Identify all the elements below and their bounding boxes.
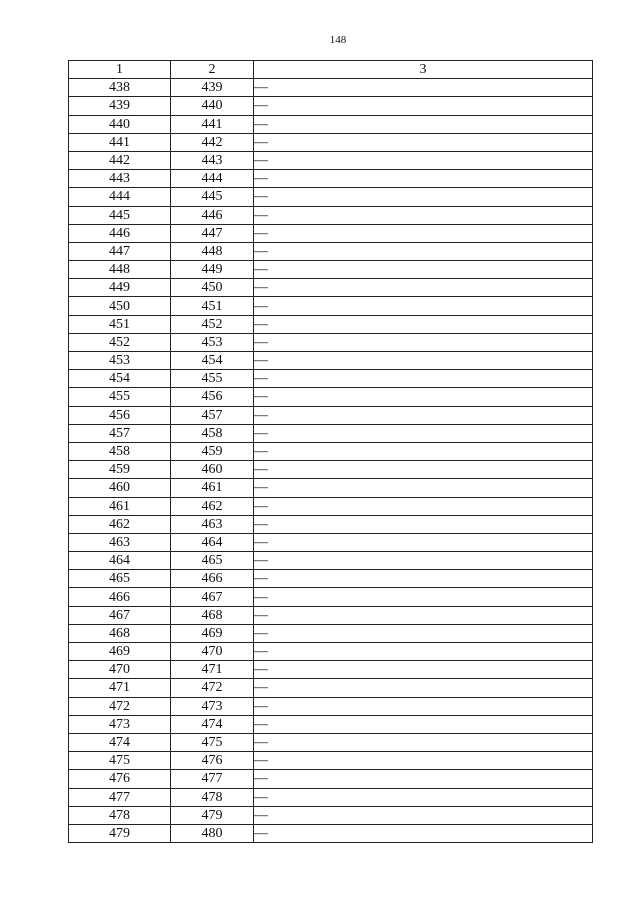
table-cell-col-1: 444 [69, 188, 171, 206]
table-cell-col-3: — [254, 497, 593, 515]
table-cell-col-1: 478 [69, 806, 171, 824]
table-header-row [69, 61, 593, 79]
table-cell-col-2: 441 [171, 115, 254, 133]
table-cell-col-1: 471 [69, 679, 171, 697]
table-cell-col-3: — [254, 643, 593, 661]
table-cell-col-3: — [254, 806, 593, 824]
table-row [69, 424, 593, 442]
table-cell-col-2: 467 [171, 588, 254, 606]
table-row [69, 643, 593, 661]
data-table [68, 60, 593, 843]
table-cell-col-2: 452 [171, 315, 254, 333]
table-cell-col-3: — [254, 388, 593, 406]
table-row [69, 333, 593, 351]
table-cell-col-2: 479 [171, 806, 254, 824]
table-cell-col-1: 463 [69, 533, 171, 551]
table-cell-col-3: — [254, 697, 593, 715]
table-cell-col-3: — [254, 297, 593, 315]
table-cell-col-2: 475 [171, 733, 254, 751]
table-cell-col-2: 447 [171, 224, 254, 242]
table-cell-col-1: 459 [69, 461, 171, 479]
table-row [69, 133, 593, 151]
table-row [69, 552, 593, 570]
table-cell-col-2: 456 [171, 388, 254, 406]
table-cell-col-2: 476 [171, 752, 254, 770]
table-cell-col-2: 440 [171, 97, 254, 115]
table-row [69, 442, 593, 460]
table-cell-col-3: — [254, 715, 593, 733]
table-row [69, 479, 593, 497]
table-cell-col-1: 473 [69, 715, 171, 733]
table-cell-col-1: 454 [69, 370, 171, 388]
table-cell-col-2: 446 [171, 206, 254, 224]
table-cell-col-1: 474 [69, 733, 171, 751]
table-cell-col-3: — [254, 588, 593, 606]
table-cell-col-1: 441 [69, 133, 171, 151]
table-row [69, 788, 593, 806]
table-cell-col-1: 467 [69, 606, 171, 624]
table-cell-col-3: — [254, 170, 593, 188]
table-cell-col-3: — [254, 406, 593, 424]
table-row [69, 715, 593, 733]
table-cell-col-2: 462 [171, 497, 254, 515]
table-cell-col-1: 461 [69, 497, 171, 515]
table-row [69, 606, 593, 624]
table-cell-col-2: 470 [171, 643, 254, 661]
table-cell-col-1: 460 [69, 479, 171, 497]
table-cell-col-2: 460 [171, 461, 254, 479]
table-cell-col-3: — [254, 352, 593, 370]
table-row [69, 806, 593, 824]
table-row [69, 279, 593, 297]
table-row [69, 533, 593, 551]
table-cell-col-1: 458 [69, 442, 171, 460]
table-cell-col-3: — [254, 115, 593, 133]
table-cell-col-2: 443 [171, 151, 254, 169]
table-cell-col-3: — [254, 533, 593, 551]
table-cell-col-1: 477 [69, 788, 171, 806]
table-cell-col-1: 472 [69, 697, 171, 715]
table-cell-col-3: — [254, 224, 593, 242]
table-cell-col-1: 475 [69, 752, 171, 770]
table-cell-col-1: 446 [69, 224, 171, 242]
table-cell-col-3: — [254, 79, 593, 97]
table-row [69, 497, 593, 515]
table-cell-col-2: 472 [171, 679, 254, 697]
column-header-2: 2 [171, 61, 254, 79]
table-cell-col-3: — [254, 97, 593, 115]
table-cell-col-2: 461 [171, 479, 254, 497]
table-cell-col-2: 464 [171, 533, 254, 551]
table-cell-col-2: 455 [171, 370, 254, 388]
table-cell-col-1: 455 [69, 388, 171, 406]
table-row [69, 824, 593, 842]
table-cell-col-2: 465 [171, 552, 254, 570]
table-body [69, 79, 593, 843]
table-cell-col-1: 479 [69, 824, 171, 842]
table-cell-col-2: 471 [171, 661, 254, 679]
table-cell-col-3: — [254, 261, 593, 279]
table-cell-col-1: 470 [69, 661, 171, 679]
table-cell-col-3: — [254, 824, 593, 842]
table-cell-col-2: 453 [171, 333, 254, 351]
table-cell-col-3: — [254, 679, 593, 697]
table-cell-col-2: 474 [171, 715, 254, 733]
table-cell-col-3: — [254, 570, 593, 588]
table-row [69, 661, 593, 679]
table-row [69, 388, 593, 406]
table-cell-col-2: 480 [171, 824, 254, 842]
table-cell-col-1: 457 [69, 424, 171, 442]
table-row [69, 370, 593, 388]
table-row [69, 242, 593, 260]
table-cell-col-2: 451 [171, 297, 254, 315]
table-cell-col-1: 468 [69, 624, 171, 642]
table-row [69, 461, 593, 479]
table-cell-col-3: — [254, 206, 593, 224]
table-cell-col-2: 439 [171, 79, 254, 97]
table-row [69, 752, 593, 770]
table-cell-col-2: 457 [171, 406, 254, 424]
table-cell-col-2: 466 [171, 570, 254, 588]
column-header-3: 3 [254, 61, 593, 79]
table-cell-col-2: 463 [171, 515, 254, 533]
table-cell-col-1: 469 [69, 643, 171, 661]
table-cell-col-2: 454 [171, 352, 254, 370]
table-cell-col-1: 462 [69, 515, 171, 533]
table-cell-col-2: 459 [171, 442, 254, 460]
table-row [69, 697, 593, 715]
table-cell-col-3: — [254, 788, 593, 806]
table-cell-col-3: — [254, 315, 593, 333]
table-cell-col-1: 448 [69, 261, 171, 279]
table-cell-col-1: 442 [69, 151, 171, 169]
table-cell-col-1: 439 [69, 97, 171, 115]
table-row [69, 224, 593, 242]
table-row [69, 406, 593, 424]
table-cell-col-3: — [254, 661, 593, 679]
table-cell-col-2: 448 [171, 242, 254, 260]
table-cell-col-2: 469 [171, 624, 254, 642]
table-cell-col-3: — [254, 151, 593, 169]
table-cell-col-1: 466 [69, 588, 171, 606]
table-cell-col-3: — [254, 442, 593, 460]
table-row [69, 352, 593, 370]
table-row [69, 515, 593, 533]
table-cell-col-3: — [254, 624, 593, 642]
table-cell-col-3: — [254, 733, 593, 751]
table-row [69, 770, 593, 788]
table-cell-col-1: 447 [69, 242, 171, 260]
table-cell-col-1: 464 [69, 552, 171, 570]
table-cell-col-1: 465 [69, 570, 171, 588]
table-cell-col-1: 452 [69, 333, 171, 351]
table-cell-col-1: 456 [69, 406, 171, 424]
table-cell-col-3: — [254, 424, 593, 442]
table-row [69, 624, 593, 642]
table-cell-col-3: — [254, 606, 593, 624]
column-header-1: 1 [69, 61, 171, 79]
table-row [69, 206, 593, 224]
table-cell-col-3: — [254, 752, 593, 770]
table-cell-col-2: 445 [171, 188, 254, 206]
table-cell-col-2: 442 [171, 133, 254, 151]
table-cell-col-2: 444 [171, 170, 254, 188]
table-cell-col-1: 443 [69, 170, 171, 188]
table-cell-col-2: 449 [171, 261, 254, 279]
table-row [69, 97, 593, 115]
table-row [69, 297, 593, 315]
table-cell-col-2: 477 [171, 770, 254, 788]
table-cell-col-2: 478 [171, 788, 254, 806]
table-cell-col-1: 440 [69, 115, 171, 133]
table-cell-col-1: 453 [69, 352, 171, 370]
table-cell-col-1: 449 [69, 279, 171, 297]
table-row [69, 570, 593, 588]
table-row [69, 115, 593, 133]
table-cell-col-1: 451 [69, 315, 171, 333]
table-cell-col-3: — [254, 188, 593, 206]
table-row [69, 679, 593, 697]
table-row [69, 588, 593, 606]
table-cell-col-2: 458 [171, 424, 254, 442]
table-cell-col-3: — [254, 461, 593, 479]
table-cell-col-3: — [254, 479, 593, 497]
table-row [69, 151, 593, 169]
table-cell-col-3: — [254, 770, 593, 788]
table-cell-col-1: 445 [69, 206, 171, 224]
table-row [69, 79, 593, 97]
table-cell-col-3: — [254, 133, 593, 151]
page-number: 148 [329, 34, 347, 46]
table-cell-col-2: 468 [171, 606, 254, 624]
table-cell-col-3: — [254, 552, 593, 570]
table-cell-col-3: — [254, 333, 593, 351]
table-row [69, 315, 593, 333]
table-cell-col-1: 450 [69, 297, 171, 315]
table-cell-col-3: — [254, 242, 593, 260]
table-row [69, 170, 593, 188]
table-row [69, 188, 593, 206]
table-cell-col-3: — [254, 279, 593, 297]
table-cell-col-1: 476 [69, 770, 171, 788]
table-cell-col-2: 473 [171, 697, 254, 715]
table-cell-col-3: — [254, 515, 593, 533]
table-cell-col-2: 450 [171, 279, 254, 297]
table-row [69, 733, 593, 751]
table-cell-col-3: — [254, 370, 593, 388]
table-cell-col-1: 438 [69, 79, 171, 97]
table-row [69, 261, 593, 279]
